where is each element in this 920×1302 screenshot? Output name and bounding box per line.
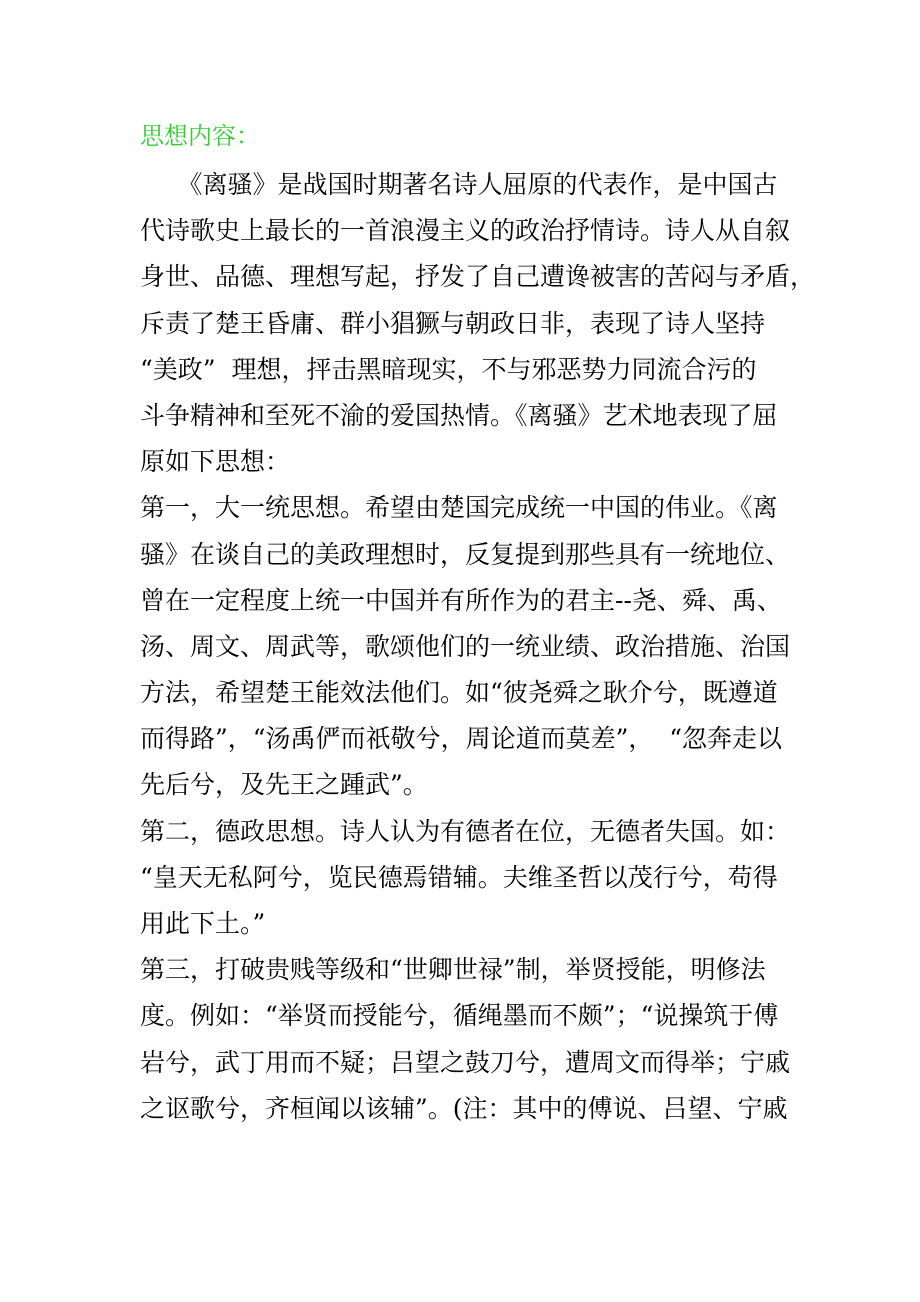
text-line: “皇天无私阿兮，览民德焉错辅。夫维圣哲以茂行兮，苟得 xyxy=(140,862,778,892)
body-text xyxy=(140,162,816,1132)
text-line: 而得路”，“汤禹俨而祇敬兮，周论道而莫差”， “忽奔走以 xyxy=(140,724,783,754)
text-line: 原如下思想： xyxy=(140,447,291,477)
text-line: 第三，打破贵贱等级和“世卿世禄”制，举贤授能，明修法 xyxy=(140,955,766,985)
text-line: “美政” 理想，抨击黑暗现实，不与邪恶势力同流合污的 xyxy=(140,354,757,384)
text-line: 曾在一定程度上统一中国并有所作为的君主--尧、舜、禹、 xyxy=(140,585,782,615)
text-line: 身世、品德、理想写起，抒发了自己遭谗被害的苦闷与矛盾， xyxy=(140,262,816,292)
text-line: 第一，大一统思想。希望由楚国完成统一中国的伟业。《离 xyxy=(140,493,778,523)
text-line: 代诗歌史上最长的一首浪漫主义的政治抒情诗。诗人从自叙 xyxy=(140,216,791,246)
text-line: 先后兮，及先王之踵武”。 xyxy=(140,770,428,800)
text-line: 之讴歌兮，齐桓闻以该辅”。(注：其中的傅说、吕望、宁戚 xyxy=(140,1093,788,1123)
text-line: 斥责了楚王昏庸、群小猖獗与朝政日非，表现了诗人坚持 xyxy=(140,308,766,338)
text-line: 《离骚》是战国时期著名诗人屈原的代表作，是中国古 xyxy=(140,170,778,199)
text-line: 度。例如：“举贤而授能兮，循绳墨而不颇”；“说操筑于傅 xyxy=(140,1001,779,1031)
text-line: 岩兮，武丁用而不疑；吕望之鼓刀兮，遭周文而得举；宁戚 xyxy=(140,1047,791,1077)
section-heading: 思想内容： xyxy=(140,122,260,150)
text-line: 用此下土。” xyxy=(140,909,266,938)
text-line: 汤、周文、周武等，歌颂他们的一统业绩、政治措施、治国 xyxy=(140,631,791,661)
text-line: 第二，德政思想。诗人认为有德者在位，无德者失国。如： xyxy=(140,816,791,846)
text-line: 方法，希望楚王能效法他们。如“彼尧舜之耿介兮，既遵道 xyxy=(140,678,778,708)
text-line: 斗争精神和至死不渝的爱国热情。《离骚》艺术地表现了屈 xyxy=(140,400,778,430)
text-line: 骚》在谈自己的美政理想时，反复提到那些具有一统地位、 xyxy=(140,539,791,569)
